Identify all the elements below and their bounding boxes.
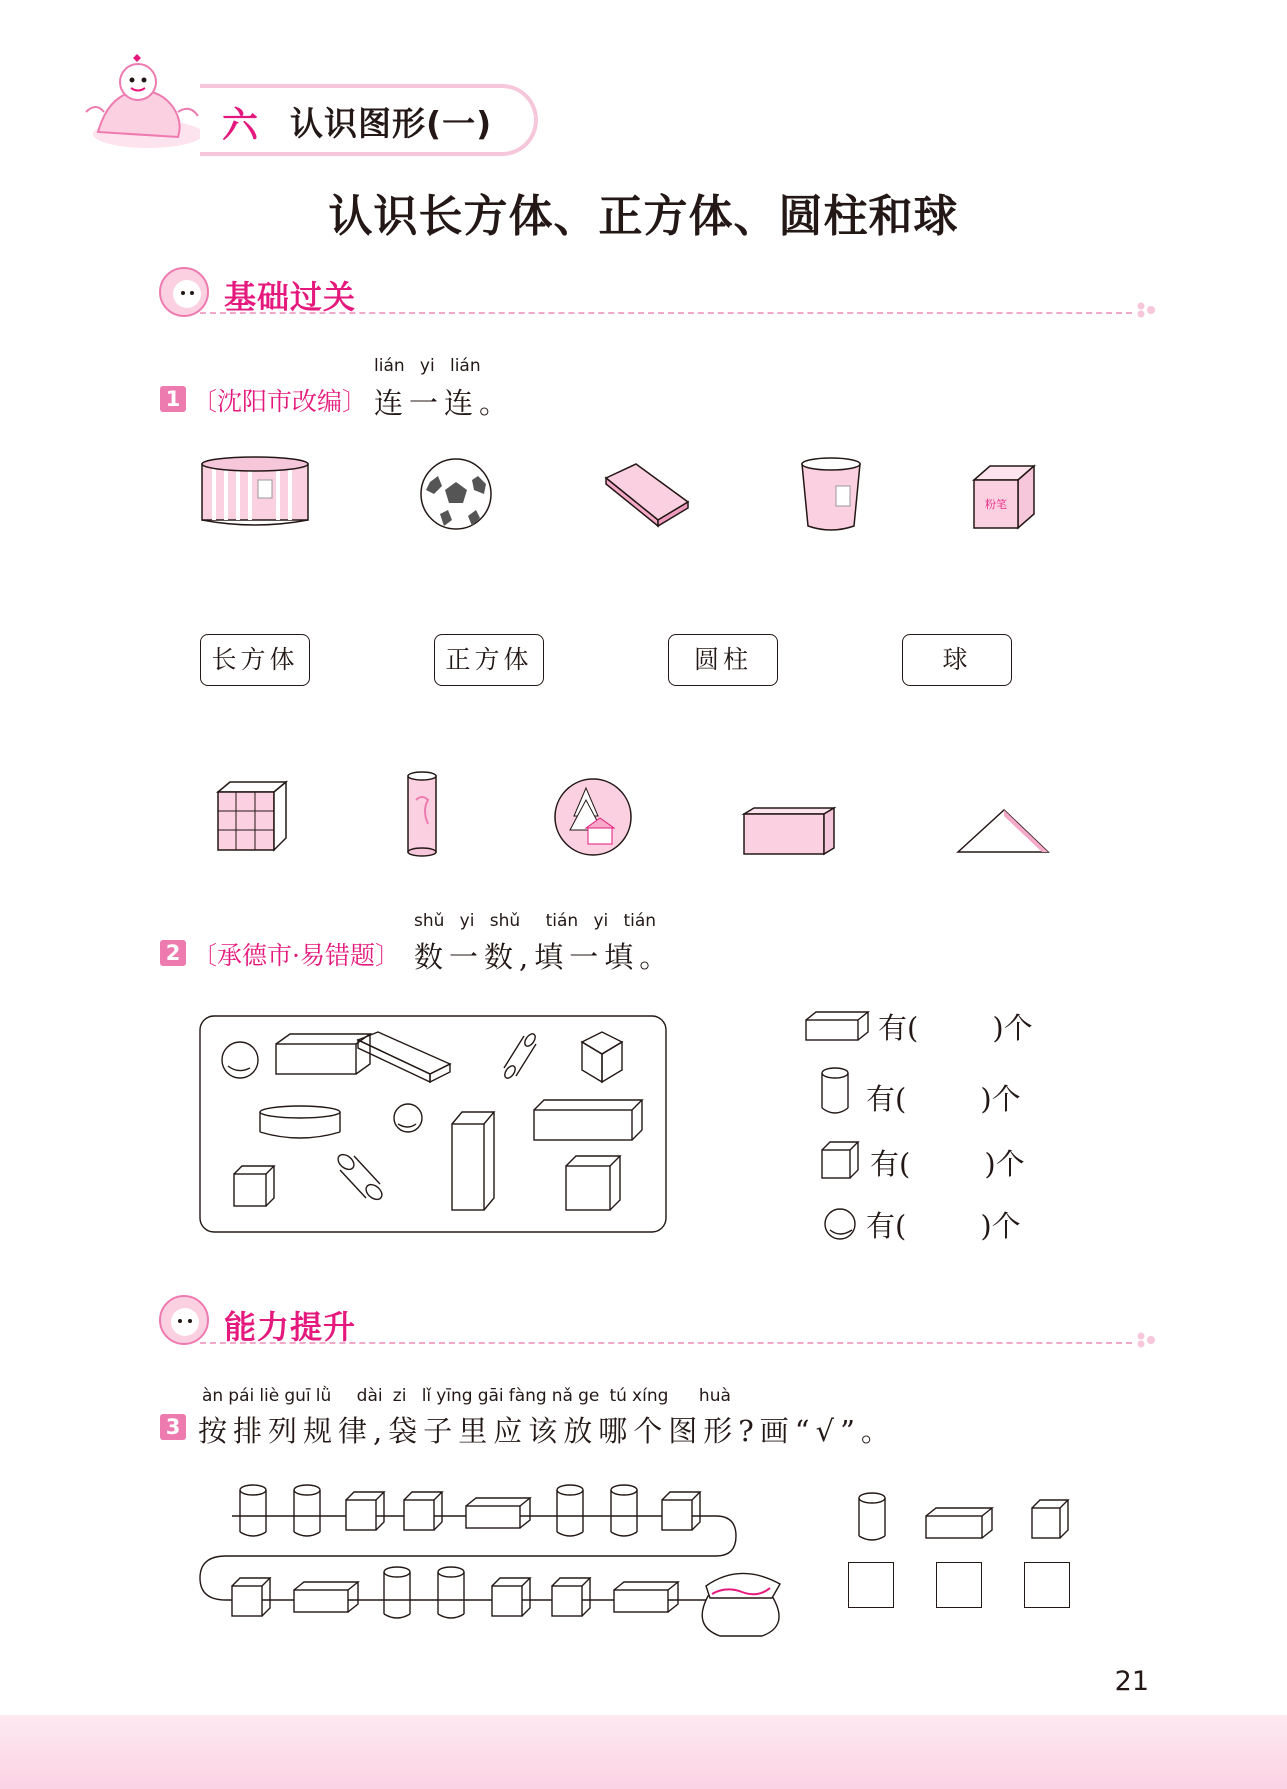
pinyin-syllable: huà	[698, 1386, 731, 1406]
panel-border	[200, 1016, 666, 1232]
cuboid-shape	[452, 1112, 494, 1210]
cylinder-icon	[818, 1066, 852, 1116]
cylinder-shape	[611, 1485, 637, 1536]
count-prefix: 有(	[866, 1209, 907, 1243]
pinyin-syllable: yi	[593, 911, 609, 931]
cube-icon	[820, 1140, 860, 1180]
sphere-shape	[222, 1042, 258, 1078]
cube-shape	[234, 1166, 274, 1206]
count-suffix: )个	[980, 1209, 1021, 1243]
q1-pinyin	[374, 356, 481, 376]
cuboid-shape	[276, 1034, 370, 1074]
pinyin-syllable: xíng	[632, 1386, 669, 1406]
pinyin-syllable: zi	[392, 1386, 407, 1406]
answer-checkbox-cylinder[interactable]	[848, 1562, 894, 1608]
divider-dots-icon	[1135, 1330, 1161, 1350]
section-divider	[200, 312, 1132, 314]
box-image	[740, 804, 836, 856]
pinyin-syllable: ge	[578, 1386, 600, 1406]
answer-checkbox-cuboid[interactable]	[936, 1562, 982, 1608]
pinyin-syllable: nǎ	[551, 1386, 573, 1406]
question-text: 数一数,填一填。	[414, 940, 675, 974]
count-suffix: )个	[984, 1147, 1025, 1181]
cube-shape	[552, 1578, 590, 1616]
cylinder-shape	[384, 1567, 410, 1618]
mascot-decoration	[78, 52, 208, 152]
soccer-ball-image	[418, 456, 494, 532]
cuboid-shape	[466, 1498, 530, 1528]
count-prefix: 有(	[870, 1147, 911, 1181]
label-cylinder[interactable]: 圆柱	[668, 634, 778, 686]
pinyin-syllable: tián	[623, 911, 657, 931]
cylinder-shape	[240, 1485, 266, 1536]
section-title-basic: 基础过关	[224, 278, 357, 316]
option-cuboid-icon	[924, 1506, 994, 1540]
question-source: 〔承德市·易错题〕	[192, 941, 400, 970]
ornament-ball-image	[552, 776, 634, 858]
cylinder-shape	[294, 1485, 320, 1536]
sphere-icon	[822, 1206, 858, 1242]
cuboid-shape	[534, 1100, 642, 1140]
shapes-panel	[198, 1014, 670, 1234]
cylinder-shape	[557, 1485, 583, 1536]
chapter-number: 六	[222, 105, 259, 146]
bag-icon	[702, 1573, 780, 1636]
pinyin-syllable: yi	[419, 356, 435, 376]
pinyin-syllable: gāi	[477, 1386, 504, 1406]
pinyin-syllable: àn	[202, 1386, 224, 1406]
pattern-string	[196, 1476, 796, 1640]
eraser-image	[602, 458, 692, 528]
pinyin-syllable: tú	[609, 1386, 627, 1406]
pinyin-syllable: yi	[459, 911, 475, 931]
footer-band	[0, 1715, 1287, 1789]
count-prefix: 有(	[878, 1011, 919, 1045]
question-text: 连一连。	[374, 386, 515, 420]
pinyin-syllable: fàng	[508, 1386, 547, 1406]
count-row-cube	[870, 1142, 1025, 1183]
label-cuboid[interactable]: 长方体	[200, 634, 310, 686]
answer-checkbox-cube[interactable]	[1024, 1562, 1070, 1608]
pinyin-syllable: dài	[356, 1386, 383, 1406]
sphere-shape	[394, 1104, 422, 1132]
cylinder-shape	[503, 1032, 538, 1080]
cup-image	[798, 456, 864, 534]
cube-shape	[566, 1156, 620, 1210]
divider-dots-icon	[1135, 300, 1161, 320]
question-number: 3	[160, 1414, 186, 1440]
section-mascot-icon	[157, 266, 213, 318]
option-cylinder-icon	[856, 1490, 888, 1546]
cube-shape	[404, 1492, 442, 1530]
cuboid-shape	[614, 1582, 678, 1612]
lesson-title: 认识长方体、正方体、圆柱和球	[328, 191, 959, 242]
pinyin-syllable: shǔ	[414, 911, 445, 931]
page-number: 21	[1114, 1666, 1149, 1697]
pinyin-syllable: tián	[545, 911, 579, 931]
count-row-cuboid	[878, 1006, 1033, 1047]
cuboid-shape	[358, 1032, 450, 1082]
question-number: 2	[160, 940, 186, 966]
cylinder-shape	[438, 1567, 464, 1618]
pinyin-syllable: lǐ	[421, 1386, 432, 1406]
count-prefix: 有(	[866, 1082, 907, 1116]
pinyin-syllable: lián	[374, 356, 405, 376]
pinyin-syllable: yīng	[436, 1386, 473, 1406]
pinyin-syllable: pái	[228, 1386, 255, 1406]
cube-shape	[232, 1578, 270, 1616]
chalk-label: 粉笔	[985, 498, 1007, 511]
question-text: 按排列规律,袋子里应该放哪个图形?画“√”。	[198, 1414, 896, 1448]
question-source: 〔沈阳市改编〕	[192, 387, 368, 416]
label-cube[interactable]: 正方体	[434, 634, 544, 686]
cube-shape	[582, 1032, 622, 1082]
glue-stick-image	[404, 770, 440, 858]
cube-shape	[662, 1492, 700, 1530]
option-cube-icon	[1030, 1498, 1070, 1540]
cylinder-shape	[335, 1152, 385, 1203]
section-divider	[200, 1342, 1132, 1344]
cylinder-shape	[260, 1106, 340, 1138]
q2-pinyin	[414, 911, 656, 931]
triangle-ruler-image	[956, 806, 1050, 854]
pinyin-syllable: shǔ	[489, 911, 521, 931]
rubiks-cube-image	[214, 778, 290, 854]
cuboid-shape	[294, 1582, 358, 1612]
cuboid-icon	[804, 1010, 870, 1042]
count-row-sphere	[866, 1204, 1021, 1245]
chapter-title: 认识图形(一)	[290, 104, 493, 143]
pinyin-syllable: lián	[449, 356, 481, 376]
q3-pinyin	[202, 1386, 731, 1406]
count-suffix: )个	[992, 1011, 1033, 1045]
section-mascot-icon	[157, 1294, 213, 1346]
tin-box-image	[198, 452, 312, 532]
question-number: 1	[160, 386, 186, 412]
pinyin-syllable: lǜ	[315, 1386, 332, 1406]
cube-shape	[492, 1578, 530, 1616]
cube-shape	[346, 1492, 384, 1530]
count-row-cylinder	[866, 1077, 1021, 1118]
label-sphere[interactable]: 球	[902, 634, 1012, 686]
pinyin-syllable: guī	[284, 1386, 311, 1406]
chalk-box-image	[968, 462, 1040, 534]
count-suffix: )个	[980, 1082, 1021, 1116]
section-title-advanced: 能力提升	[224, 1308, 357, 1346]
pinyin-syllable: liè	[259, 1386, 280, 1406]
